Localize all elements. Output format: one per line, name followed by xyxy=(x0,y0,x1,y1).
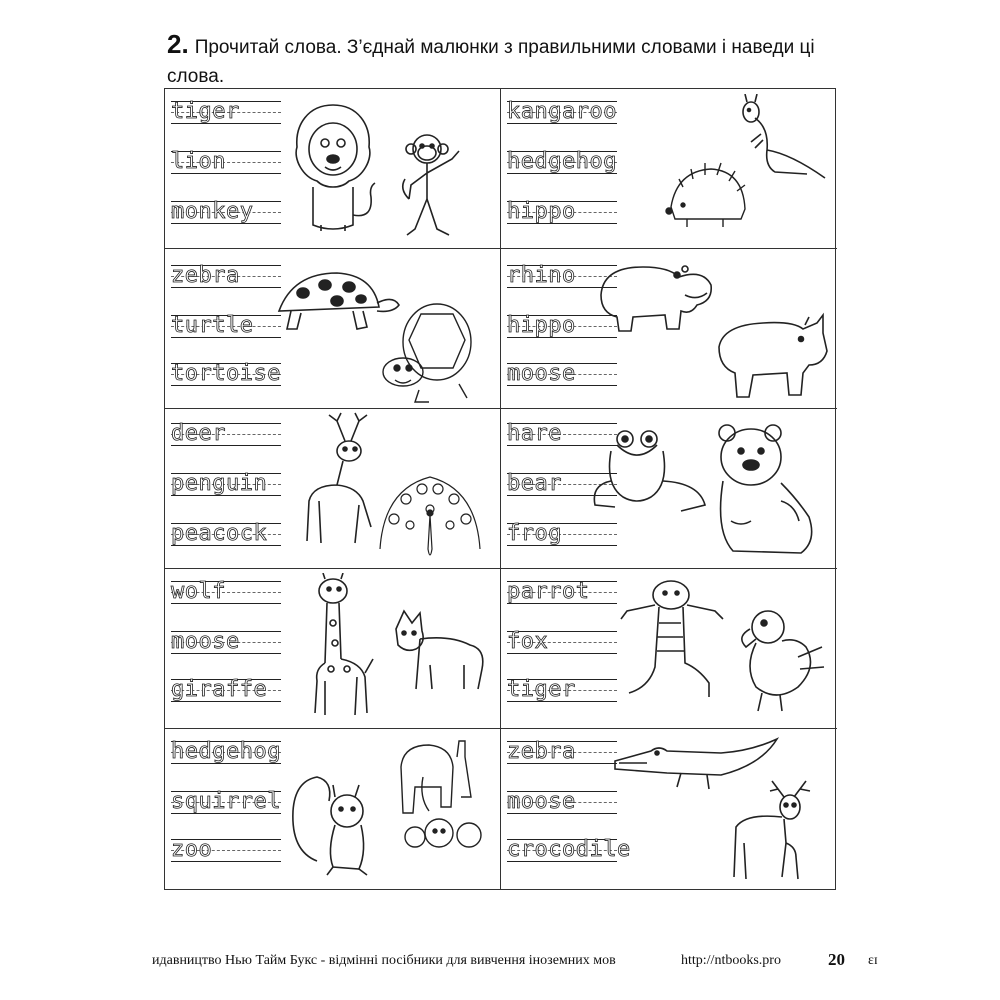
tracing-word[interactable]: tiger xyxy=(171,101,281,123)
tracing-word[interactable]: hedgehog xyxy=(507,149,617,174)
task-number: 2. xyxy=(167,29,189,59)
tracing-word[interactable]: penguin xyxy=(171,473,281,495)
tracing-word[interactable]: peacock xyxy=(171,523,281,545)
tracing-word[interactable]: rhino xyxy=(507,265,617,287)
exercise-cell xyxy=(165,249,501,409)
publisher-text: идавництво Нью Тайм Букс - відмінні посібники для вивчення іноземних мов xyxy=(152,953,616,968)
tracing-word[interactable]: zebra xyxy=(171,265,281,287)
task-header xyxy=(167,30,857,91)
tracing-word[interactable]: giraffe xyxy=(171,679,281,701)
tracing-word[interactable]: parrot xyxy=(507,581,617,603)
moose-picture[interactable] xyxy=(726,777,826,887)
task-instruction: Прочитай слова. З’єднай малюнки з правильними словами і наведи ці слова. xyxy=(167,37,815,87)
tiger-picture[interactable] xyxy=(619,577,729,707)
hippo-picture[interactable] xyxy=(593,255,718,345)
tracing-word[interactable]: moose xyxy=(171,631,281,653)
squirrel-picture[interactable] xyxy=(287,771,383,881)
tracing-word[interactable]: squirrel xyxy=(171,789,281,814)
tracing-word[interactable]: zoo xyxy=(171,839,281,861)
page-marker: ɛɪ xyxy=(868,953,878,968)
exercise-cell xyxy=(501,89,837,249)
page-number: 20 xyxy=(828,950,845,969)
tracing-word[interactable]: zebra xyxy=(507,741,617,763)
tracing-word[interactable]: tiger xyxy=(507,679,617,701)
tracing-word[interactable]: bear xyxy=(507,473,617,495)
wolf-picture[interactable] xyxy=(390,609,490,699)
exercise-cell xyxy=(501,729,837,889)
exercise-cell xyxy=(165,729,501,889)
tracing-word[interactable]: deer xyxy=(171,423,281,445)
tracing-word[interactable]: crocodile xyxy=(507,837,631,862)
zoo-animals-picture[interactable] xyxy=(395,737,495,862)
hedgehog-picture[interactable] xyxy=(661,157,751,237)
rhino-picture[interactable] xyxy=(713,311,831,407)
monkey-picture[interactable] xyxy=(397,129,477,244)
tracing-word[interactable]: fox xyxy=(507,631,617,653)
tracing-word[interactable]: moose xyxy=(507,791,617,813)
exercise-grid xyxy=(164,88,836,890)
bear-picture[interactable] xyxy=(711,421,831,566)
tracing-word[interactable]: frog xyxy=(507,523,617,545)
frog-picture[interactable] xyxy=(589,425,714,520)
giraffe-picture[interactable] xyxy=(295,573,380,723)
lion-picture[interactable] xyxy=(283,97,383,237)
tracing-word[interactable]: tortoise xyxy=(171,361,281,386)
tracing-word[interactable]: hare xyxy=(507,423,617,445)
tracing-word[interactable]: hippo xyxy=(507,201,617,223)
tracing-word[interactable]: moose xyxy=(507,363,617,385)
exercise-cell xyxy=(501,409,837,569)
tracing-word[interactable]: lion xyxy=(171,151,281,173)
exercise-cell xyxy=(165,409,501,569)
tracing-word[interactable]: kangaroo xyxy=(507,99,617,124)
tracing-word[interactable]: wolf xyxy=(171,581,281,603)
exercise-cell xyxy=(501,249,837,409)
exercise-cell xyxy=(501,569,837,729)
peacock-picture[interactable] xyxy=(370,469,490,564)
publisher-url: http://ntbooks.pro xyxy=(681,953,781,968)
exercise-cell xyxy=(165,89,501,249)
tracing-word[interactable]: hippo xyxy=(507,315,617,337)
parrot-picture[interactable] xyxy=(726,607,826,717)
page-footer xyxy=(0,950,1000,974)
exercise-cell xyxy=(165,569,501,729)
tracing-word[interactable]: hedgehog xyxy=(171,739,281,764)
tracing-word[interactable]: turtle xyxy=(171,315,281,337)
tracing-word[interactable]: monkey xyxy=(171,201,281,223)
turtle-picture[interactable] xyxy=(375,294,485,404)
